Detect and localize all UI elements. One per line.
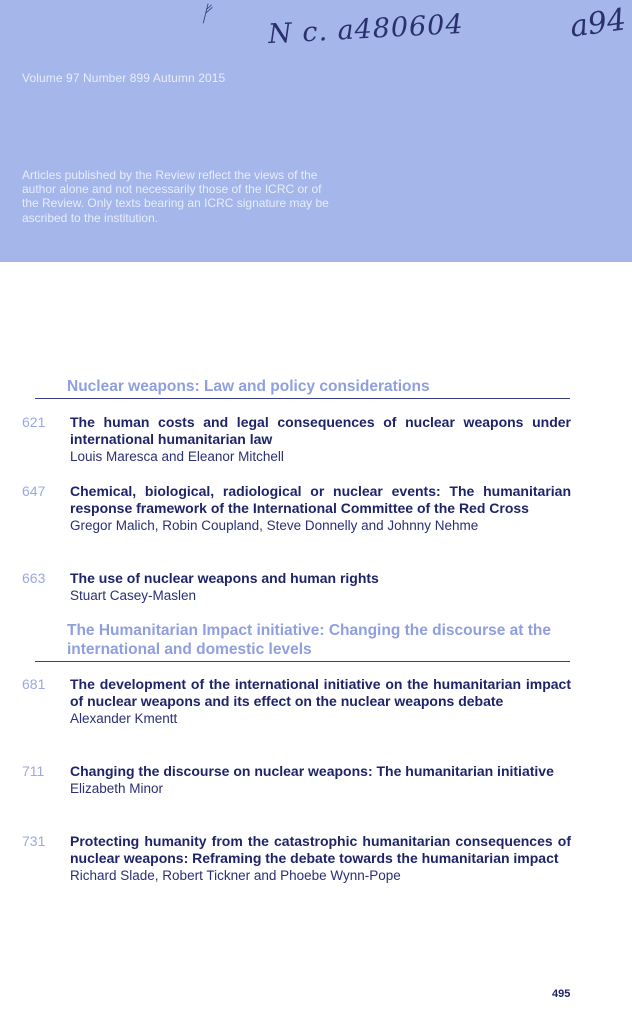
- entry-page: 731: [22, 833, 46, 849]
- entry-title: The development of the international initiative on the humanitarian impact of nuclear weapons and its effect on the nuclear weapons debate: [70, 676, 571, 709]
- section-title-2: The Humanitarian Impact initiative: Changing the discourse at the international and domestic levels: [67, 622, 552, 658]
- entry-page: 711: [22, 763, 45, 779]
- handwritten-catalog-code: N c. a480604: [267, 8, 465, 51]
- toc-entry: [22, 570, 571, 604]
- entry-page: 663: [22, 570, 46, 586]
- section-title-1: Nuclear weapons: Law and policy considerations: [67, 378, 430, 395]
- section-rule-1: [35, 398, 570, 399]
- toc-entry: [22, 414, 571, 465]
- section-rule-2: [35, 661, 570, 662]
- toc-entry: [22, 676, 571, 727]
- entry-page: 647: [22, 483, 46, 499]
- handwritten-mark: ᚠ: [199, 2, 213, 27]
- entry-title: Chemical, biological, radiological or nuclear events: The humanitarian response framework of the International Committee of the Red Cross: [70, 483, 571, 516]
- toc-entry: [22, 763, 571, 797]
- entry-page: 621: [22, 414, 46, 430]
- entry-authors: Alexander Kmentt: [70, 711, 178, 726]
- entry-authors: Gregor Malich, Robin Coupland, Steve Donnelly and Johnny Nehme: [70, 518, 479, 533]
- page-number: 495: [552, 988, 571, 1000]
- entry-page: 681: [22, 676, 46, 692]
- cover-banner: [0, 0, 632, 262]
- entry-title: The use of nuclear weapons and human rights: [70, 570, 379, 586]
- entry-authors: Richard Slade, Robert Tickner and Phoebe Wynn-Pope: [70, 868, 401, 883]
- entry-authors: Stuart Casey-Maslen: [70, 588, 197, 603]
- entry-authors: Louis Maresca and Eleanor Mitchell: [70, 449, 284, 464]
- entry-title: The human costs and legal consequences of nuclear weapons under international humanitarian law: [70, 414, 571, 447]
- handwritten-corner-note: a94: [567, 2, 629, 45]
- toc-entry: [22, 833, 571, 884]
- entry-authors: Elizabeth Minor: [70, 781, 164, 796]
- toc-entry: [22, 483, 571, 534]
- disclaimer-text: Articles published by the Review reflect the views of the author alone and not necessarily those of the ICRC or of the Review. Only texts bearing an ICRC signature may be ascribed to the institution.: [22, 168, 329, 225]
- volume-line: Volume 97 Number 899 Autumn 2015: [22, 71, 226, 85]
- entry-title: Protecting humanity from the catastrophic humanitarian consequences of nuclear weapons: Reframing the debate towards the humanitarian impact: [70, 833, 571, 866]
- entry-title: Changing the discourse on nuclear weapons: The humanitarian initiative: [70, 763, 554, 779]
